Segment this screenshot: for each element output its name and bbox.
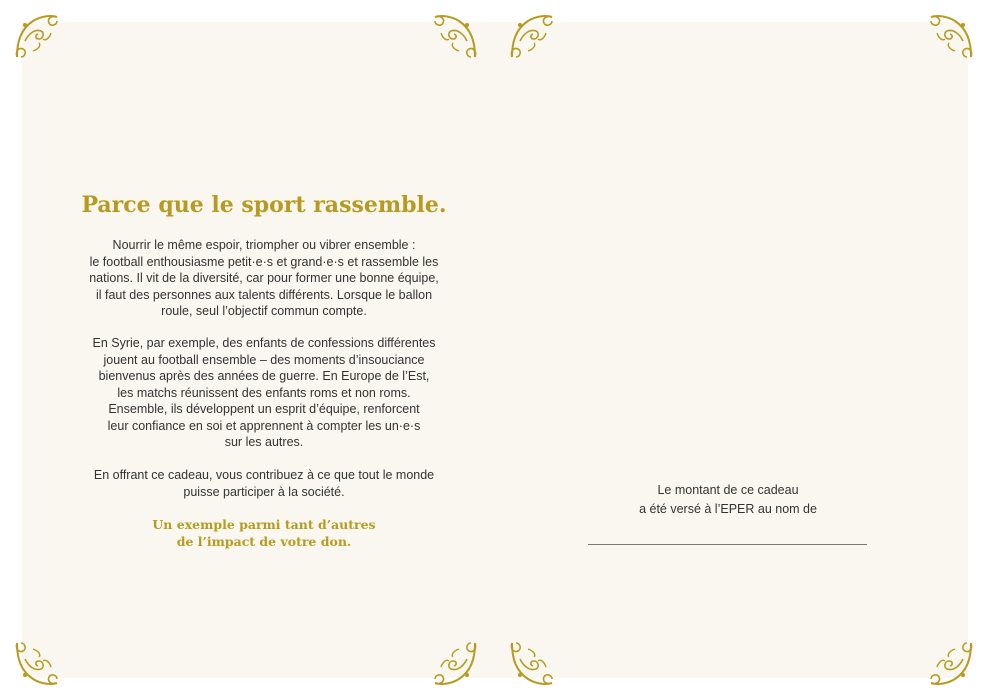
paragraph-line: Nourrir le même espoir, triompher ou vibrer ensemble : [112,238,416,252]
paragraph-line: sur les autres. [224,435,304,449]
ornament-flourish-icon [925,11,977,63]
page-title: Parce que le sport rassemble. [81,192,447,218]
paragraph-line: il faut des personnes aux talents différents. Lorsque le ballon [95,287,433,302]
ornament-flourish-icon [506,637,558,689]
paragraph-line: En offrant ce cadeau, vous contribuez à ce que tout le monde [93,468,435,482]
ornament-flourish-icon [429,11,481,63]
paragraph-line: roule, seul l’objectif commun compte. [161,304,367,318]
intro-paragraph [22,237,506,320]
ornament-flourish-icon [11,637,63,689]
highlight-line: Un exemple parmi tant d’autres [152,517,376,532]
ornament-flourish-icon [925,637,977,689]
paragraph-line: bienvenus après des années de guerre. En Europe de l’Est, [98,369,430,383]
paragraph-line: le football enthousiasme petit·e·s et grand·e·s et rassemble les [89,254,439,269]
recipient-name-line [588,544,867,545]
paragraph-line: puisse participer à la société. [183,484,345,499]
example-paragraph [22,335,506,451]
paragraph-line: les matchs réunissent des enfants roms et non roms. [117,385,411,400]
right-page [495,22,968,678]
dedication-text [590,481,866,519]
paragraph-line: En Syrie, par exemple, des enfants de confessions différentes [92,336,436,350]
paragraph-line: jouent au football ensemble – des moments d’insouciance [103,352,425,367]
dedication-line: a été versé à l’EPER au nom de [639,502,817,516]
paragraph-line: leur confiance en soi et apprennent à compter les un·e·s [107,418,421,433]
dedication-line: Le montant de ce cadeau [657,483,799,497]
ornament-flourish-icon [506,11,558,63]
contribution-paragraph [22,467,506,500]
impact-highlight [22,516,506,550]
ornament-flourish-icon [429,637,481,689]
highlight-line: de l’impact de votre don. [176,534,352,549]
ornament-flourish-icon [11,11,63,63]
paragraph-line: nations. Il vit de la diversité, car pour former une bonne équipe, [89,271,439,285]
paragraph-line: Ensemble, ils développent un esprit d’équipe, renforcent [108,402,420,416]
